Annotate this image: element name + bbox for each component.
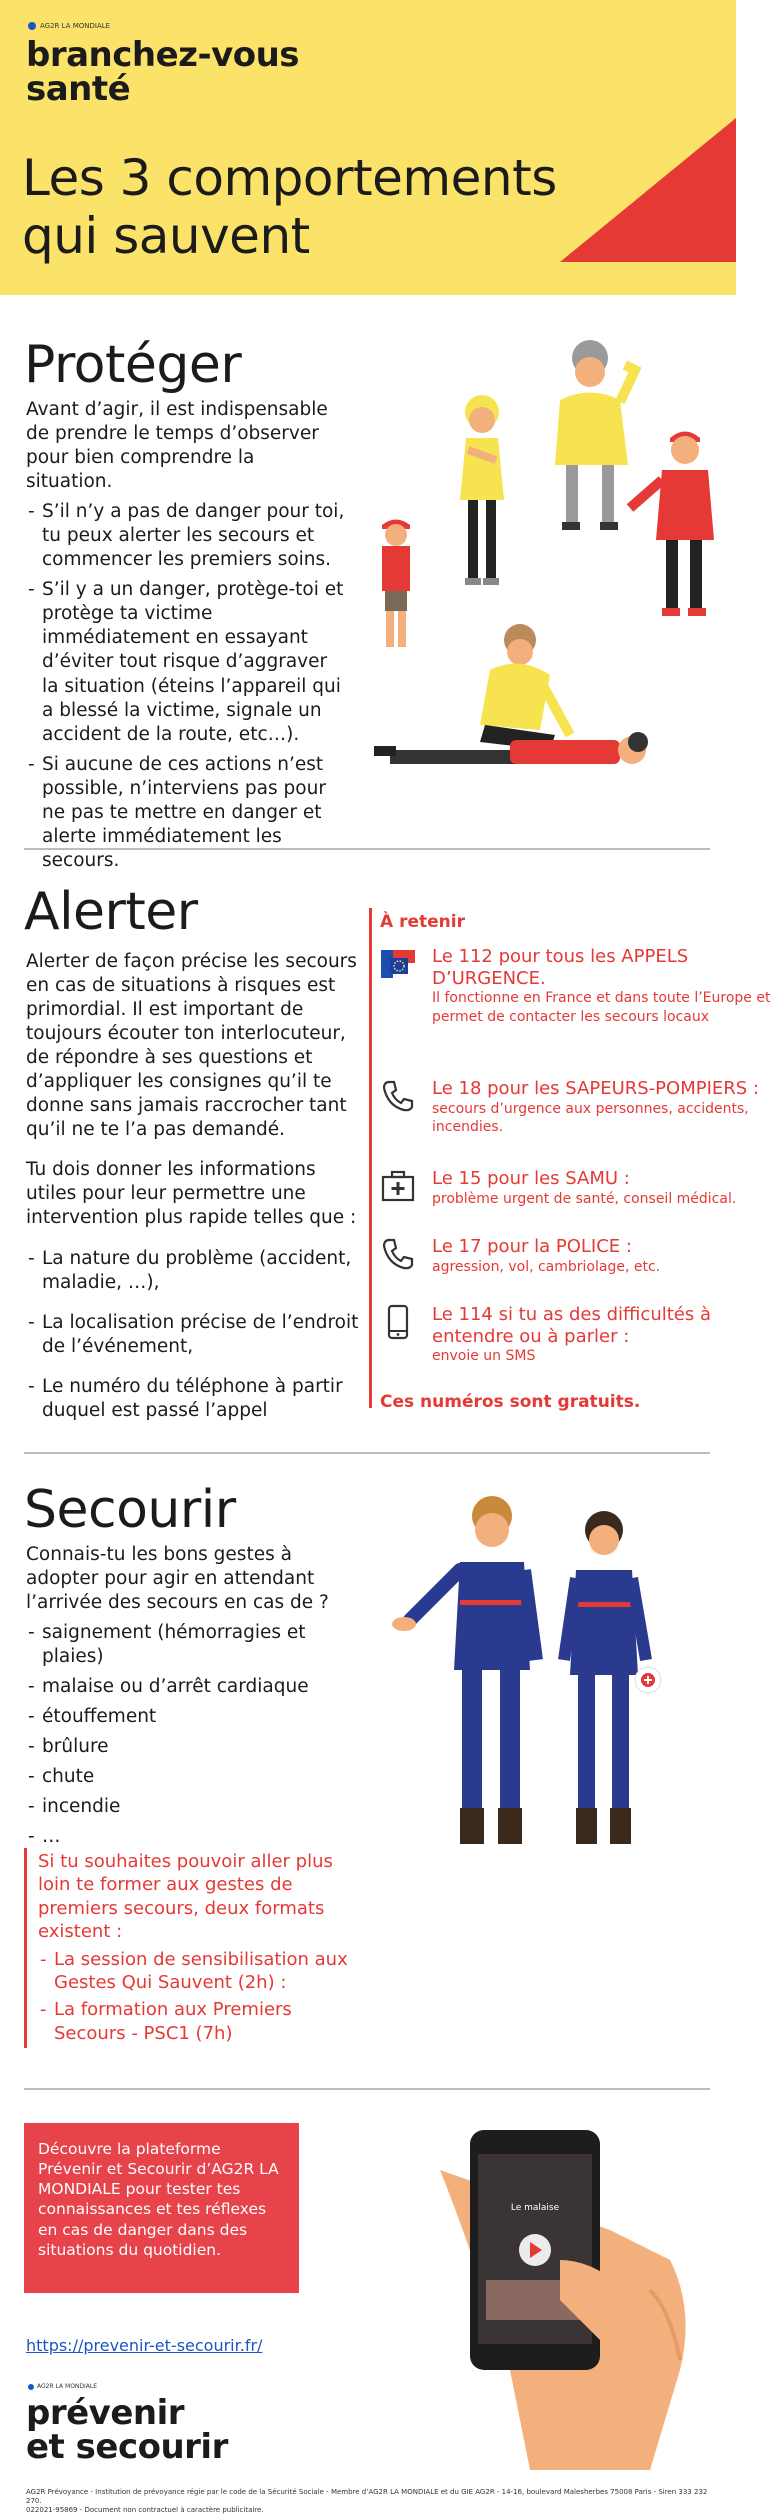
- section-divider: [24, 2088, 710, 2090]
- retenir-sub: problème urgent de santé, conseil médical.: [432, 1190, 737, 1207]
- alerter-bullet: - La nature du problème (accident, maladie, …),: [26, 1247, 361, 1295]
- grandma-figure: [555, 340, 635, 530]
- retenir-item-15: [432, 1168, 782, 1208]
- cta-box: Découvre la plateforme Prévenir et Secourir d’AG2R LA MONDIALE pour tester tes connaissances et tes réflexes en cas de danger dans des situations du quotidien.: [24, 2123, 299, 2293]
- section-title-proteger: Protéger: [24, 335, 242, 395]
- retenir-label: Le 112 pour tous les APPELS D’URGENCE.: [432, 946, 689, 989]
- secourir-bullet: - saignement (hémorragies et plaies): [26, 1621, 356, 1669]
- man-red-cap-figure: [630, 432, 714, 617]
- eu-flag-icon: [380, 946, 416, 982]
- brand-title: [26, 35, 366, 109]
- phone-screen-title: Le malaise: [510, 2203, 560, 2213]
- logo-small-label: AG2R LA MONDIALE: [37, 2383, 98, 2390]
- proteger-intro: Avant d’agir, il est indispensable de prendre le temps d’observer pour bien comprendre la situation.: [26, 399, 328, 493]
- retenir-label: Le 15 pour les SAMU :: [432, 1168, 630, 1189]
- footer-line2: 022021-95869 - Document non contractuel à caractère publicitaire.: [26, 2506, 264, 2515]
- proteger-bullet: - S’il y a un danger, protège-toi et protège ta victime immédiatement en essayant d’éviter tout risque d’aggraver la situation (éteins l’appareil qui a blessé la victime, signale un accident de la route, etc…).: [26, 578, 346, 746]
- page-title-line1: Les 3 comportements: [22, 149, 557, 207]
- free-numbers-note: Ces numéros sont gratuits.: [380, 1392, 641, 1412]
- retenir-sub: Il fonctionne en France et dans toute l’Europe et permet de contacter les secours locaux: [432, 990, 771, 1026]
- retenir-sub: secours d’urgence aux personnes, accidents, incendies.: [432, 1100, 749, 1136]
- alerter-bullet: - Le numéro du téléphone à partir duquel est passé l’appel: [26, 1375, 361, 1423]
- alerter-paragraph: Tu dois donner les informations utiles pour leur permettre une intervention plus rapide telles que :: [26, 1159, 357, 1229]
- retenir-item-112: [432, 946, 782, 1027]
- retenir-accent-bar: [369, 908, 372, 1408]
- training-accent-bar: [24, 1848, 27, 2048]
- phone-icon: [380, 1078, 416, 1114]
- retenir-list: [432, 946, 771, 1406]
- training-box: [38, 1850, 368, 2045]
- mobile-icon: [380, 1304, 416, 1340]
- section-divider: [24, 1452, 710, 1454]
- secourir-bullet: - chute: [26, 1765, 356, 1789]
- secourir-intro: Connais-tu les bons gestes à adopter pour agir en attendant l’arrivée des secours en cas de ?: [26, 1544, 329, 1614]
- rescuer-figure: [480, 624, 570, 750]
- page-title-line2: qui sauvent: [22, 206, 310, 265]
- retenir-sub: envoie un SMS: [432, 1348, 536, 1365]
- secourir-bullet: - malaise ou d’arrêt cardiaque: [26, 1675, 356, 1699]
- logo-line2: et secourir: [26, 2427, 228, 2467]
- rescuer-woman-figure: [564, 1511, 661, 1844]
- retenir-label: Le 114 si tu as des difficultés à entendre ou à parler :: [432, 1304, 711, 1347]
- rescuers-illustration: [390, 1490, 690, 1850]
- brand-small-label: AG2R LA MONDIALE: [40, 22, 111, 30]
- page-title: [22, 150, 642, 265]
- retenir-sub: agression, vol, cambriolage, etc.: [432, 1258, 661, 1275]
- section-title-secourir: Secourir: [24, 1480, 236, 1540]
- rescuer-man-figure: [392, 1496, 536, 1844]
- retenir-item-114: [432, 1304, 782, 1366]
- hand-phone-illustration: [420, 2110, 720, 2470]
- alerter-bullet: - La localisation précise de l’endroit de l’événement,: [26, 1311, 361, 1359]
- brand-title-line1: branchez-vous: [26, 35, 300, 75]
- retenir-item-18: [432, 1078, 782, 1137]
- proteger-illustration: [370, 330, 720, 810]
- logo-small: [28, 2383, 97, 2390]
- brand-logo-icon: [28, 2384, 34, 2390]
- retenir-item-17: [432, 1236, 782, 1276]
- section-divider: [24, 848, 710, 850]
- training-item: - La formation aux Premiers Secours - PSC1 (7h): [38, 1998, 368, 2045]
- retenir-label: Le 17 pour la POLICE :: [432, 1236, 632, 1257]
- secourir-content: [26, 1543, 356, 1850]
- brand-title-line2: santé: [26, 69, 131, 109]
- brand-small-logo: [28, 22, 110, 30]
- proteger-bullet: - S’il n’y a pas de danger pour toi, tu peux alerter les secours et commencer les premiers soins.: [26, 500, 346, 572]
- prevenir-secourir-logo: [26, 2393, 228, 2467]
- retenir-title: À retenir: [380, 912, 465, 932]
- alerter-content: [26, 950, 361, 1423]
- footer-legal: [26, 2488, 716, 2515]
- brand-logo-icon: [28, 22, 36, 30]
- secourir-bullet: - brûlure: [26, 1735, 356, 1759]
- alerter-paragraph: Alerter de façon précise les secours en cas de situations à risques est primordial. Il est important de toujours écouter ton interlocuteur, de répondre à ses questions et d’appliquer les consignes qu’il te donne sans jamais raccrocher tant qu’il ne te l’a pas demandé.: [26, 951, 357, 1141]
- retenir-label: Le 18 pour les SAPEURS-POMPIERS :: [432, 1078, 759, 1099]
- first-aid-kit-icon: [380, 1168, 416, 1204]
- secourir-bullet: - …: [26, 1825, 356, 1849]
- prevenir-link[interactable]: https://prevenir-et-secourir.fr/: [26, 2336, 263, 2355]
- child-figure: [382, 520, 410, 648]
- section-title-alerter: Alerter: [24, 882, 198, 942]
- logo-line1: prévenir: [26, 2393, 185, 2433]
- training-item: - La session de sensibilisation aux Gestes Qui Sauvent (2h) :: [38, 1948, 368, 1995]
- secourir-bullet: - étouffement: [26, 1705, 356, 1729]
- proteger-bullet: - Si aucune de ces actions n’est possible, n’interviens pas pour ne pas te mettre en danger et alerte immédiatement les secours.: [26, 753, 346, 873]
- training-intro: Si tu souhaites pouvoir aller plus loin te former aux gestes de premiers secours, deux formats existent :: [38, 1851, 333, 1943]
- footer-line1: AG2R Prévoyance - Institution de prévoyance régie par le code de la Sécurité Sociale - Membre d’AG2R LA MONDIALE et du GIE AG2R - 14-16, boulevard Malesherbes 75008 Paris - Siren 333 232 270.: [26, 2488, 708, 2506]
- girl-figure: [460, 395, 504, 585]
- secourir-bullet: - incendie: [26, 1795, 356, 1819]
- phone-icon: [380, 1236, 416, 1272]
- proteger-content: [26, 398, 346, 873]
